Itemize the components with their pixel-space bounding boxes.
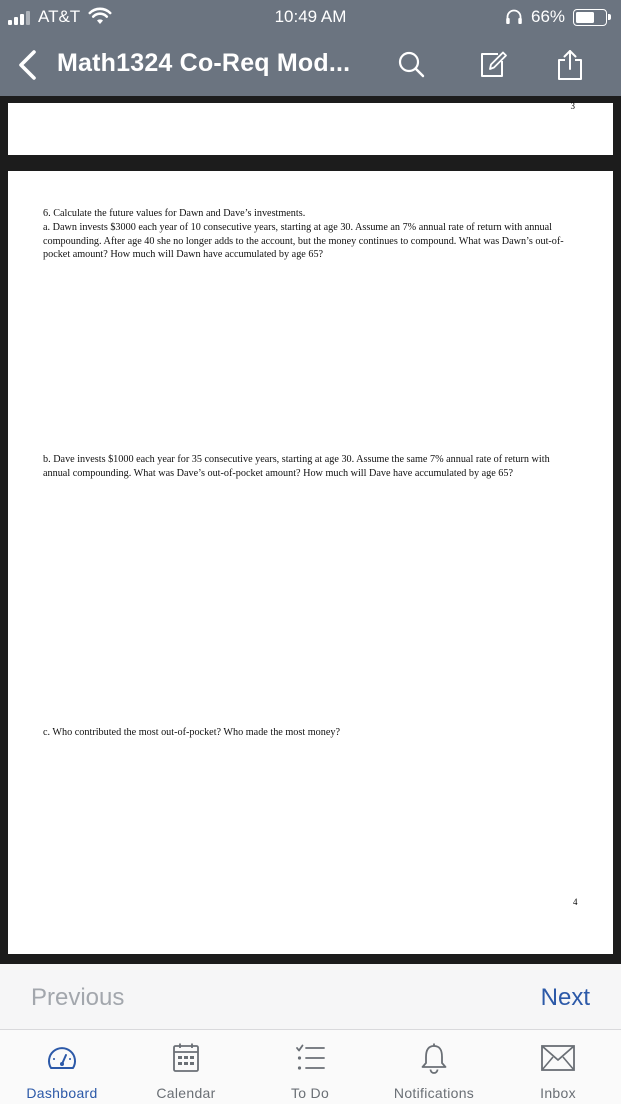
share-icon[interactable] (553, 48, 587, 82)
tab-label: Calendar (156, 1085, 216, 1101)
bell-icon (416, 1042, 452, 1074)
calendar-icon (168, 1042, 204, 1074)
tab-label: To Do (290, 1085, 330, 1101)
dashboard-icon (44, 1042, 80, 1074)
navigation-bar (0, 36, 621, 96)
question-title: 6. Calculate the future values for Dawn and Dave’s investments. (43, 208, 306, 219)
battery-icon (573, 9, 607, 26)
todo-icon (292, 1042, 328, 1074)
previous-button[interactable]: Previous (31, 984, 125, 1011)
tab-inbox[interactable] (496, 1030, 620, 1104)
status-bar (0, 0, 621, 36)
headphones-icon (505, 8, 523, 26)
previous-page (8, 103, 613, 155)
previous-page-number: 3 (570, 101, 575, 111)
search-icon[interactable] (395, 48, 429, 82)
tab-label: Notifications (393, 1085, 475, 1101)
inbox-icon (540, 1042, 576, 1074)
current-page (8, 171, 613, 954)
back-chevron-icon[interactable] (14, 48, 42, 82)
tab-label: Dashboard (26, 1085, 98, 1101)
document-viewer[interactable] (0, 96, 621, 964)
course-title: Math1324 Co-Req Mod... (57, 49, 351, 77)
next-button[interactable]: Next (540, 984, 590, 1011)
question-part-b: b. Dave invests $1000 each year for 35 consecutive years, starting at age 30. Assume the same 7% annual rate of return with annual compounding. What was Dave’s out-of-pocket amount? How much will Dave have accumulated by age 65? (43, 454, 550, 479)
tab-bar (0, 1030, 621, 1104)
module-pager (0, 964, 621, 1030)
question-part-a: a. Dawn invests $3000 each year of 10 consecutive years, starting at age 30. Assume an 7% annual rate of return with annual compounding. After age 40 she no longer adds to the account, but the money continues to compound. What was Dawn’s out-of-pocket amount? How much will Dawn have accumulated by age 65? (43, 222, 564, 261)
edit-compose-icon[interactable] (476, 48, 510, 82)
question-part-c: c. Who contributed the most out-of-pocket? Who made the most money? (43, 727, 340, 738)
page-number: 4 (573, 897, 578, 907)
clock: 10:49 AM (274, 7, 347, 26)
carrier-name: AT&T (38, 7, 81, 26)
tab-label: Inbox (540, 1085, 576, 1101)
battery-percentage: 66% (531, 7, 566, 26)
